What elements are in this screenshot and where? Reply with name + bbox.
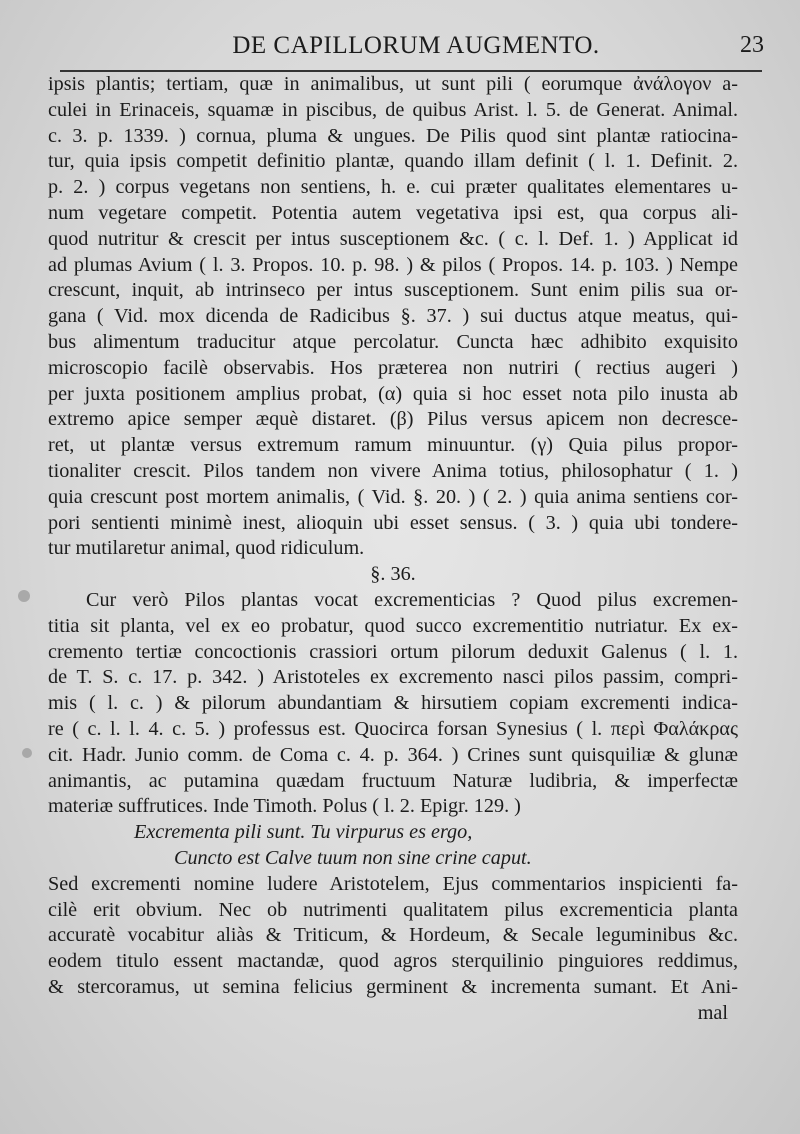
text-line: quod nutritur & crescit per intus susceptionem &c. ( c. l. Def. 1. ) Applicat id bbox=[48, 227, 738, 250]
catchword: mal bbox=[697, 1001, 728, 1024]
running-head bbox=[62, 26, 770, 66]
text-line: Sed excrementi nomine ludere Aristotelem, Ejus commentarios inspicienti fa- bbox=[48, 872, 738, 895]
text-line: extremo apice semper æquè distaret. (β) Pilus versus apicem non decresce- bbox=[48, 408, 738, 431]
text-line: quia crescunt post mortem animalis, ( Vid. §. 20. ) ( 2. ) quia anima sentiens cor- bbox=[48, 485, 738, 508]
text-line: tionaliter crescit. Pilos tandem non vivere Anima totius, philosophatur ( 1. ) bbox=[48, 459, 738, 482]
text-line: c. 3. p. 1339. ) cornua, pluma & ungues. De Pilis quod sint plantæ ratiocina- bbox=[48, 124, 738, 147]
text-line: re ( c. l. l. 4. c. 5. ) professus est. Quocirca forsan Synesius ( l. περὶ Φαλάκρας bbox=[48, 717, 738, 740]
text-line: titia sit planta, vel ex eo probatur, quod succo excrementitio nutriatur. Ex ex- bbox=[48, 614, 738, 637]
text-line: Cur verò Pilos plantas vocat excrementicias ? Quod pilus excremen- bbox=[86, 588, 738, 611]
text-line: cremento tertiæ concoctionis crassiori ortum pilorum deduxit Galenus ( l. 1. bbox=[48, 640, 738, 663]
ink-spot bbox=[18, 590, 30, 602]
text-line: culei in Erinaceis, squamæ in piscibus, de quibus Arist. l. 5. de Generat. Animal. bbox=[48, 98, 738, 121]
text-line: crescunt, inquit, ab intrinseco per intus susceptionem. Sunt enim pilis sua or- bbox=[48, 279, 738, 302]
text-line: tur, quia ipsis competit definitio plantæ, quando illam definit ( l. 1. Definit. 2. bbox=[48, 150, 738, 173]
text-line: cit. Hadr. Junio comm. de Coma c. 4. p. 364. ) Crines sunt quisquiliæ & glunæ bbox=[48, 743, 738, 766]
text-line: per juxta positionem amplius probat, (α) quia si hoc esset nota pilo inusta ab bbox=[48, 382, 738, 405]
page-number: 23 bbox=[740, 32, 764, 58]
section-mark: §. 36. bbox=[370, 563, 416, 586]
text-line: de T. S. c. 17. p. 342. ) Aristoteles ex excremento nasci pilos passim, compri- bbox=[48, 666, 738, 689]
text-line: microscopio facilè observabis. Hos præterea non nutriri ( rectius augeri ) bbox=[48, 356, 738, 379]
text-line: p. 2. ) corpus vegetans non sentiens, h. e. cui præter qualitates elementares u- bbox=[48, 176, 738, 199]
text-line: gana ( Vid. mox dicenda de Radicibus §. 37. ) sui ductus atque meatus, qui- bbox=[48, 305, 738, 328]
ink-spot bbox=[22, 748, 32, 758]
text-line: pori sentienti minimè inest, alioquin ubi esset sensus. ( 3. ) quia ubi tondere- bbox=[48, 511, 738, 534]
text-line: ad plumas Avium ( l. 3. Propos. 10. p. 98. ) & pilos ( Propos. 14. p. 103. ) Nempe bbox=[48, 253, 738, 276]
text-line: num vegetare competit. Potentia autem vegetativa ipsi est, qua corpus ali- bbox=[48, 201, 738, 224]
text-line: accuratè vocabitur aliàs & Triticum, & Hordeum, & Secale leguminibus &c. bbox=[48, 924, 738, 947]
text-line: cilè erit obvium. Nec ob nutrimenti qualitatem pilus excrementicia planta bbox=[48, 898, 738, 921]
text-line: ipsis plantis; tertiam, quæ in animalibus, ut sunt pili ( eorumque ἀνάλογον a- bbox=[48, 73, 738, 95]
text-line: bus alimentum traducitur atque percolatur. Cuncta hæc adhibito exquisito bbox=[48, 330, 738, 353]
text-line: mis ( l. c. ) & pilorum abundantiam & hirsutiem copiam excrementi indica- bbox=[48, 692, 738, 715]
verse-line: Excrementa pili sunt. Tu virpurus es ergo, bbox=[134, 821, 473, 844]
text-line: animantis, ac putamina quædam fructuum Naturæ ludibria, & imperfectæ bbox=[48, 769, 738, 792]
running-title: DE CAPILLORUM AUGMENTO. bbox=[232, 32, 600, 59]
text-line: eodem titulo essent mactandæ, quod agros sterquilinio pinguiores reddimus, bbox=[48, 950, 738, 973]
text-line: ret, ut plantæ versus extremum ramum minuuntur. (γ) Quia pilus propor- bbox=[48, 434, 738, 457]
verse-line: Cuncto est Calve tuum non sine crine caput. bbox=[174, 846, 532, 869]
text-line: tur mutilaretur animal, quod ridiculum. bbox=[48, 537, 365, 560]
page-text bbox=[48, 72, 738, 1026]
text-line: & stercoramus, ut semina felicius germinent & incrementa sumant. Et Ani- bbox=[48, 975, 738, 998]
text-line: materiæ suffrutices. Inde Timoth. Polus ( l. 2. Epigr. 129. ) bbox=[48, 795, 521, 818]
